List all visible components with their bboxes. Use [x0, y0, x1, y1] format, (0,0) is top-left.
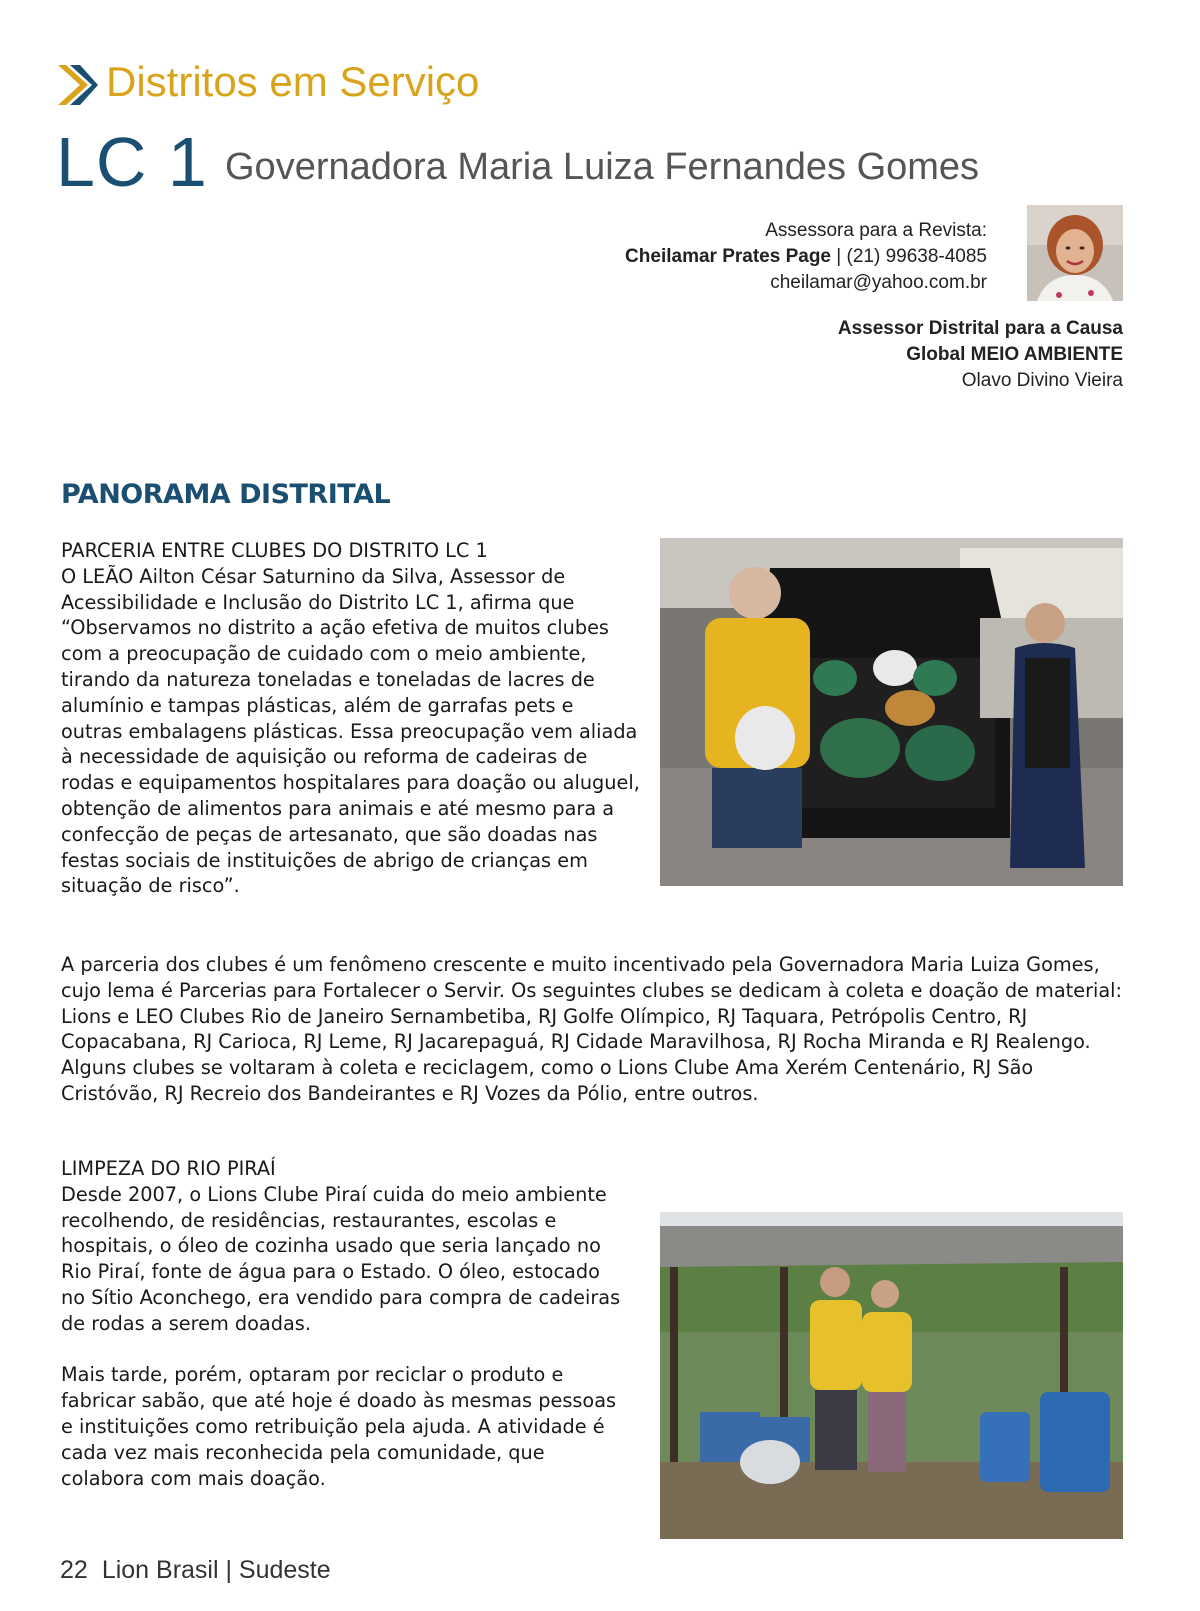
- article-limpeza-paragraph-2: Mais tarde, porém, optaram por reciclar o produto e fabricar sabão, que até hoje é doado às mesmas pessoas e instituições como retribuição pela ajuda. A atividade é cada vez mais reconhecida pela comunidade, que colabora com mais doação.: [61, 1363, 617, 1490]
- page-footer: [60, 1556, 331, 1585]
- article-limpeza-paragraph-1: Desde 2007, o Lions Clube Piraí cuida do meio ambiente recolhendo, de residências, restaurantes, escolas e hospitais, o óleo de cozinha usado que seria lançado no Rio Piraí, fonte de água para o Estado. O óleo, estocado no Sítio Aconchego, era vendido para compra de cadeiras de rodas a serem doadas.: [61, 1182, 621, 1335]
- assessora-separator: |: [831, 246, 847, 267]
- assessora-name-phone: [625, 244, 987, 270]
- district-code: LC 1: [56, 123, 208, 201]
- publication-name: Lion Brasil | Sudeste: [101, 1556, 331, 1584]
- photo-pirai-site: [660, 1212, 1123, 1539]
- assessora-email: cheilamar@yahoo.com.br: [770, 272, 987, 293]
- page-number: 22: [60, 1556, 88, 1584]
- assessor-causa-block: [838, 316, 1123, 394]
- assessor-causa-role-1: Assessor Distrital para a Causa: [837, 318, 1123, 339]
- assessora-phone: (21) 99638-4085: [846, 246, 987, 267]
- article-parceria-paragraph-2: A parceria dos clubes é um fenômeno crescente e muito incentivado pela Governadora Maria Luiza Gomes, cujo lema é Parcerias para Fortalecer o Servir. Os seguintes clubes se dedicam à coleta e doação de material: Lions e LEO Clubes Rio de Janeiro Sernambetiba, RJ Golfe Olímpico, RJ Taquara, Petrópolis Centro, RJ Copacabana, RJ Carioca, RJ Leme, RJ Jacarepaguá, RJ Cidade Maravilhosa, RJ Rocha Miranda e RJ Realengo. Alguns clubes se voltaram à coleta e reciclagem, como o Lions Clube Ama Xerém Centenário, RJ São Cristóvão, RJ Recreio dos Bandeirantes e RJ Vozes da Pólio, entre outros.: [61, 953, 1123, 1105]
- assessora-contact: [625, 218, 987, 296]
- assessora-name: Cheilamar Prates Page: [625, 246, 831, 267]
- assessor-causa-role-2: Global MEIO AMBIENTE: [906, 344, 1123, 365]
- article-limpeza-title: LIMPEZA DO RIO PIRAÍ: [61, 1157, 276, 1180]
- article-parceria-title: PARCERIA ENTRE CLUBES DO DISTRITO LC 1: [61, 539, 488, 562]
- panorama-heading: PANORAMA DISTRITAL: [61, 479, 391, 510]
- assessor-causa-name: Olavo Divino Vieira: [961, 370, 1123, 391]
- article-limpeza: [61, 1156, 621, 1491]
- governor-name: Governadora Maria Luiza Fernandes Gomes: [225, 146, 980, 188]
- section-title: Distritos em Serviço: [106, 58, 480, 105]
- article-parceria-continuation: [61, 952, 1136, 1107]
- article-parceria-paragraph: O LEÃO Ailton César Saturnino da Silva, Assessor de Acessibilidade e Inclusão do Distrito LC 1, afirma que “Observamos no distrito a ação efetiva de muitos clubes com a preocupação de cuidado com o meio ambiente, tirando da natureza toneladas e toneladas de lacres de alumínio e tampas plásticas, além de garrafas pets e outras embalagens plásticas. Essa preocupação vem aliada à necessidade de aquisição ou reforma de cadeiras de rodas e equipamentos hospitalares para doação ou aluguel, obtenção de alimentos para animais e até mesmo para a confecção de peças de artesanato, que são doadas nas festas sociais de instituições de abrigo de crianças em situação de risco”.: [61, 564, 640, 898]
- assessora-role: Assessora para a Revista:: [765, 220, 987, 241]
- assessora-portrait: [1027, 205, 1123, 301]
- article-parceria: [61, 538, 641, 899]
- photo-donation-car: [660, 538, 1123, 886]
- section-arrow-icon: [58, 63, 98, 107]
